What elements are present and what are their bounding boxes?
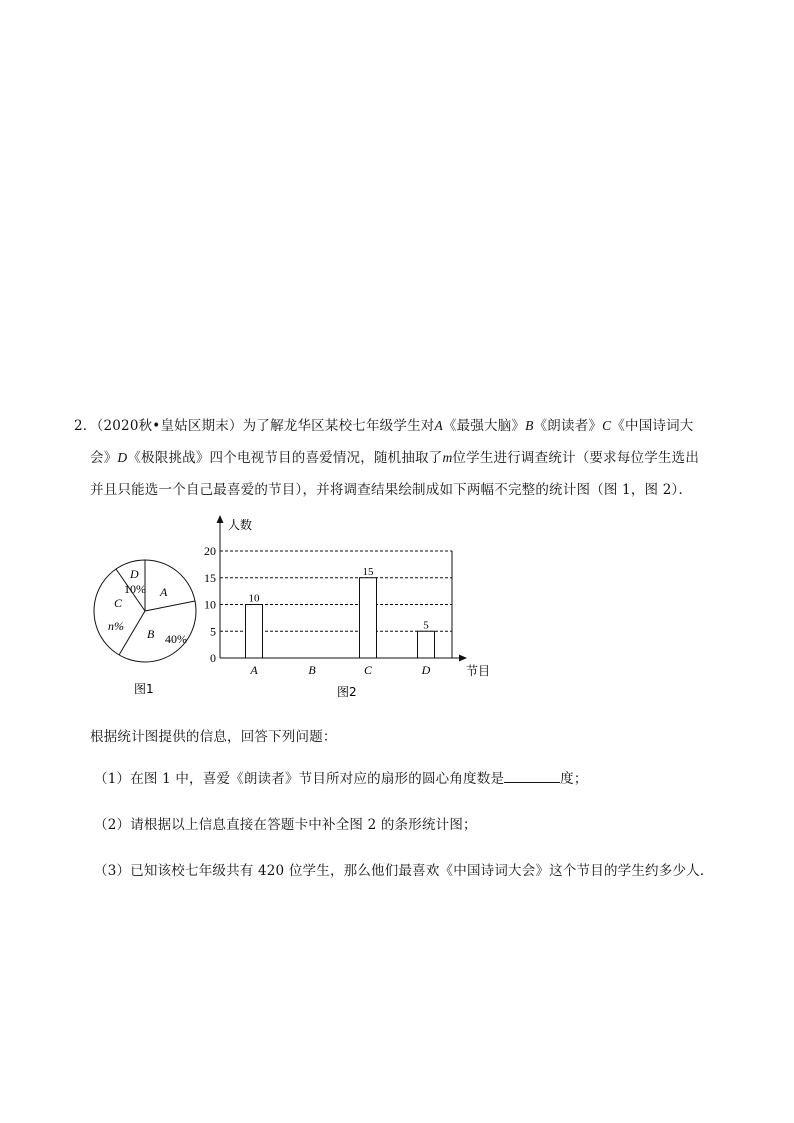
y-tick-label: 10 bbox=[204, 597, 216, 612]
bars bbox=[246, 566, 435, 658]
problem-line-2 bbox=[90, 446, 699, 466]
y-tick-label: 5 bbox=[210, 624, 216, 639]
problem-text: 并且只能选一个自己最喜爱的节目），并将调查结果绘制成如下两幅不完整的统计图（图 1，图 2）． bbox=[90, 482, 693, 498]
bar-value-label: 5 bbox=[423, 619, 429, 632]
problem-text: 《极限挑战》四个电视节目的喜爱情况，随机抽取了 bbox=[127, 450, 443, 466]
category-label-a: A bbox=[250, 663, 258, 677]
option-a-letter: A bbox=[434, 418, 443, 433]
category-label-b: B bbox=[308, 663, 316, 677]
y-axis-title: 人数 bbox=[228, 518, 253, 532]
problem-line-3 bbox=[90, 478, 692, 498]
pie-pct-b: 40% bbox=[165, 632, 187, 646]
bar-a bbox=[246, 605, 263, 659]
option-c-text: 《中国诗词大 bbox=[611, 418, 694, 434]
option-c-letter: C bbox=[602, 418, 612, 433]
option-a-text: 《最强大脑》 bbox=[442, 418, 526, 434]
bar-chart bbox=[204, 515, 490, 699]
y-axis-arrow bbox=[217, 515, 224, 523]
option-c-text-end: 会》 bbox=[90, 450, 118, 466]
option-d-letter: D bbox=[117, 450, 128, 465]
x-axis-title: 节目 bbox=[466, 664, 491, 678]
pie-label-a: A bbox=[160, 585, 168, 599]
bar-c bbox=[360, 578, 377, 658]
question-1-end: 度； bbox=[560, 771, 588, 787]
problem-number: 2． bbox=[74, 418, 97, 434]
category-labels bbox=[249, 663, 430, 677]
pie-slice-boundary bbox=[145, 601, 195, 611]
pie-label-b: B bbox=[147, 627, 155, 641]
problem-line-1 bbox=[74, 414, 694, 434]
pie-slice-boundary bbox=[119, 611, 145, 655]
question-2: （2）请根据以上信息直接在答题卡中补全图 2 的条形统计图； bbox=[94, 817, 477, 833]
category-label-d: D bbox=[421, 663, 431, 677]
problem-text: 位学生进行调查统计（要求每位学生选出 bbox=[452, 450, 700, 466]
variable-m: m bbox=[442, 450, 453, 465]
bar-d bbox=[418, 631, 435, 658]
problem-text: 为了解龙华区某校七年级学生对 bbox=[242, 418, 435, 434]
figure-2-caption: 图2 bbox=[337, 685, 357, 699]
bar-value-label: 10 bbox=[248, 592, 260, 605]
x-axis-arrow bbox=[459, 655, 467, 662]
figure-1-caption: 图1 bbox=[134, 682, 154, 696]
option-b-letter: B bbox=[525, 418, 534, 433]
intro-text: 根据统计图提供的信息，回答下列问题： bbox=[90, 729, 337, 745]
pie-label-d: D bbox=[130, 567, 139, 581]
y-tick-label: 20 bbox=[204, 544, 216, 558]
option-b-text: 《朗读者》 bbox=[533, 418, 603, 434]
category-label-c: C bbox=[363, 663, 373, 677]
pie-label-c: C bbox=[114, 596, 123, 610]
y-tick-labels bbox=[204, 544, 216, 665]
y-tick-label: 15 bbox=[204, 570, 216, 585]
pie-pct-c: n% bbox=[108, 619, 124, 633]
pie-pct-d: 10% bbox=[124, 582, 146, 596]
bar-value-label: 15 bbox=[362, 565, 374, 578]
question-3: （3）已知该校七年级共有 420 位学生，那么他们最喜欢《中国诗词大会》这个节目的学生约多少人． bbox=[94, 863, 714, 879]
answer-blank[interactable] bbox=[504, 770, 560, 783]
question-1-text: （1）在图 1 中，喜爱《朗读者》节目所对应的扇形的圆心角度数是 bbox=[94, 771, 505, 787]
question-1 bbox=[94, 767, 588, 787]
y-tick-label: 0 bbox=[210, 651, 216, 665]
pie-chart bbox=[94, 560, 196, 696]
figures bbox=[0, 510, 794, 730]
problem-source: （2020秋•皇姑区期末） bbox=[96, 418, 243, 434]
